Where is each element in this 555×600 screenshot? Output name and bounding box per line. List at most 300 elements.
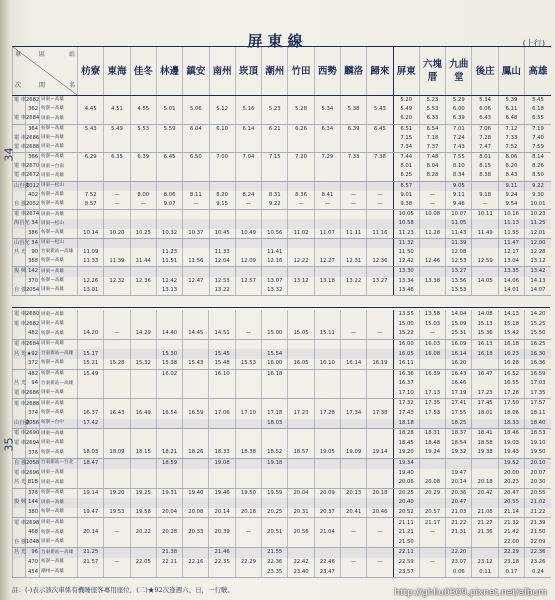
train-number: 94 [26,379,40,389]
train-type [13,369,26,379]
time-cell [340,286,366,296]
time-cell: 13.22 [209,286,235,296]
time-cell [156,162,182,171]
time-cell: 20.25 [262,508,288,518]
time-cell [288,210,314,220]
time-cell [314,248,340,257]
time-cell: 22.59 [393,558,419,568]
time-cell [183,349,209,359]
time-cell: 7.48 [419,153,445,163]
time-cell [262,379,288,389]
time-cell [130,548,156,558]
time-cell [183,172,209,182]
time-cell: 12.53 [209,277,235,286]
time-cell: 18.11 [525,409,551,419]
train-route: 屏東—松山 [40,238,78,248]
time-cell [288,219,314,228]
train-number: 468 [26,528,40,538]
time-cell: 7.52 [498,143,524,153]
train-row [13,538,551,548]
train-type [13,508,26,518]
page-number-top: 34 [2,147,16,162]
time-cell: 11.07 [314,229,340,239]
time-cell: 9.07 [156,200,182,210]
train-route: 枋寮—高雄 [40,124,78,134]
time-cell: — [104,558,130,568]
time-cell: 6.11 [498,105,524,114]
train-row [13,508,551,518]
time-cell [235,458,261,468]
time-cell [314,134,340,143]
train-route: 枋寮—高雄 [40,448,78,458]
time-cell: 20.07 [525,469,551,479]
train-type: 電 車 [13,143,26,153]
time-cell [209,134,235,143]
time-cell: 12.27 [314,257,340,267]
time-cell: 5.43 [78,124,104,134]
time-cell: 20.51 [262,528,288,538]
train-type: 電 車 [13,320,26,330]
time-cell: 4.45 [78,105,104,114]
time-cell [314,172,340,182]
time-cell: 6.48 [498,114,524,124]
time-cell [235,286,261,296]
time-cell: 20.47 [446,498,472,508]
time-cell: 22.11 [156,558,182,568]
time-cell [156,439,182,449]
time-cell: 22.11 [393,548,419,558]
time-cell: 6.39 [130,153,156,163]
station-header: 九曲堂 [446,47,472,96]
time-cell: 13.58 [419,310,445,320]
time-cell: 5.53 [419,105,445,114]
station-header: 佳冬 [130,47,156,96]
time-cell [235,134,261,143]
time-cell [340,349,366,359]
time-cell: 17.41 [446,399,472,409]
time-cell [419,498,445,508]
time-cell [209,310,235,320]
time-cell: 14.05 [472,277,498,286]
train-number: 144 [26,498,40,508]
time-cell: 23.07 [446,558,472,568]
time-cell [104,548,130,558]
time-cell [130,478,156,488]
time-cell: 12.26 [78,277,104,286]
time-cell [104,134,130,143]
time-cell: 11.39 [104,257,130,267]
station-header: 後庄 [472,47,498,96]
time-cell: 20.04 [288,488,314,498]
time-cell: 10.01 [525,200,551,210]
time-cell [367,339,393,349]
time-cell [340,219,366,228]
time-cell [104,518,130,528]
time-cell [183,267,209,277]
time-cell: 6.43 [472,114,498,124]
time-cell [78,181,104,191]
time-cell [78,469,104,479]
train-number: 2690 [26,429,40,439]
time-cell [235,162,261,171]
train-type: 電 車 [13,134,26,143]
time-cell: 5.12 [209,105,235,114]
time-cell: 17.13 [419,389,445,399]
time-cell: 15.11 [314,329,340,339]
time-cell: 22.05 [130,558,156,568]
time-cell: 17.34 [340,409,366,419]
time-cell [156,310,182,320]
time-cell [156,181,182,191]
train-number: 482 [26,329,40,339]
time-cell [104,339,130,349]
train-number: 2698 [26,518,40,528]
time-cell: 16.02 [156,369,182,379]
time-cell [130,458,156,468]
time-cell: 20.31 [288,508,314,518]
time-cell: 14.07 [525,286,551,296]
time-cell [104,567,130,577]
time-cell [235,399,261,409]
time-cell [288,518,314,528]
time-cell: 10.32 [156,229,182,239]
train-route: 枋寮—高雄 [40,329,78,339]
train-route: 屏東—高雄 [40,469,78,479]
train-route: 屏東—高雄 [40,429,78,439]
time-cell [367,419,393,429]
time-cell: 20.00 [498,469,524,479]
train-row [13,143,551,153]
time-cell [262,439,288,449]
time-cell: 6.39 [340,124,366,134]
corner-label: 車 [15,51,22,58]
time-cell: 23.35 [262,567,288,577]
time-cell [472,286,498,296]
train-type: 山自強 [13,181,26,191]
time-cell: 6.00 [446,105,472,114]
time-cell: 17.06 [209,409,235,419]
time-cell [235,181,261,191]
time-cell: 12.36 [367,257,393,267]
time-cell: 18.58 [472,439,498,449]
time-cell [104,181,130,191]
time-cell [183,162,209,171]
time-cell [262,518,288,528]
time-cell: 9.54 [498,200,524,210]
time-cell [314,379,340,389]
time-cell: 11.09 [78,248,104,257]
train-type: 電 車 [13,310,26,320]
time-cell: 18.38 [235,448,261,458]
time-cell [262,96,288,106]
time-cell [288,429,314,439]
train-row [13,448,551,458]
time-cell: 20.46 [367,508,393,518]
time-cell: 5.39 [498,96,524,106]
time-cell [235,114,261,124]
time-cell: 11.44 [130,257,156,267]
time-cell: 16.52 [498,369,524,379]
time-cell [340,267,366,277]
time-cell [367,248,393,257]
time-cell: 15.13 [472,320,498,330]
time-cell: 19.52 [498,458,524,468]
time-cell: 14.51 [209,329,235,339]
time-cell [262,181,288,191]
train-number: 2056 [26,419,40,429]
time-cell: 13.35 [498,267,524,277]
time-cell: 11.55 [498,229,524,239]
time-cell: — [419,200,445,210]
time-cell: 17.38 [367,409,393,419]
train-number: 376 [26,448,40,458]
time-cell: 17.57 [525,399,551,409]
time-cell [340,548,366,558]
time-cell [209,567,235,577]
train-row [13,257,551,267]
train-route: 屏東—高雄 [40,389,78,399]
time-cell: 11.33 [78,257,104,267]
time-cell [367,548,393,558]
train-route: 枋寮—高雄 [40,488,78,498]
time-cell: 20.52 [393,508,419,518]
time-cell [367,267,393,277]
time-cell: 18.37 [446,429,472,439]
time-cell [78,478,104,488]
time-cell [104,320,130,330]
train-route: 屏東—高雄 [40,267,78,277]
time-cell: 11.32 [393,238,419,248]
time-cell [235,419,261,429]
train-route: 潮州—高雄 [40,567,78,577]
train-row [13,518,551,528]
time-cell: 18.15 [130,448,156,458]
time-cell [340,498,366,508]
time-cell [262,210,288,220]
train-row [13,458,551,468]
time-cell [288,248,314,257]
time-cell [104,469,130,479]
time-cell: 20.25 [393,488,419,498]
time-cell: 17.45 [472,399,498,409]
corner-label: 區 [39,51,46,58]
train-type [13,124,26,134]
time-cell [472,219,498,228]
time-cell: 15.50 [525,329,551,339]
time-cell: 0.06 [446,567,472,577]
time-cell: 16.05 [393,349,419,359]
time-cell: 7.55 [446,153,472,163]
time-cell: 18.40 [525,419,551,429]
time-cell [367,478,393,488]
time-cell: — [367,200,393,210]
train-type [13,105,26,114]
time-cell [156,478,182,488]
time-cell [130,469,156,479]
train-route: 枋寮—高雄 [40,153,78,163]
time-cell: 18.33 [498,419,524,429]
station-header: 林邊 [156,47,182,96]
time-cell: 13.56 [446,277,472,286]
time-cell: 7.59 [525,143,551,153]
time-cell: — [235,329,261,339]
time-cell [314,469,340,479]
time-cell: 16.37 [393,379,419,389]
time-cell [209,96,235,106]
time-cell [314,538,340,548]
time-cell: 15.49 [78,369,104,379]
time-cell: 20.57 [419,508,445,518]
time-cell: 17.19 [446,389,472,399]
time-cell: 20.29 [419,488,445,498]
train-type [13,191,26,200]
time-cell [340,419,366,429]
time-cell [130,399,156,409]
time-cell: 17.32 [393,399,419,409]
train-type: 電 車 [13,172,26,182]
time-cell: 18.09 [104,448,130,458]
train-type: 莒 光 [13,349,26,359]
train-route: 屏東—高雄 [40,210,78,220]
time-cell: 19.46 [209,488,235,498]
time-cell: 16.23 [498,349,524,359]
time-cell: 21.22 [446,518,472,528]
time-cell [235,369,261,379]
time-cell [367,389,393,399]
time-cell [367,181,393,191]
time-cell: 7.24 [446,134,472,143]
time-cell: 15.43 [183,359,209,369]
time-cell: 9.05 [446,181,472,191]
time-cell: 17.10 [235,409,261,419]
train-type [13,229,26,239]
time-cell [419,359,445,369]
time-cell [235,339,261,349]
train-route: 枋寮—高雄 [40,369,78,379]
time-cell [419,469,445,479]
train-route: 屏東—高雄 [40,538,78,548]
time-cell: 13.13 [156,286,182,296]
time-cell [130,267,156,277]
time-cell [209,210,235,220]
time-cell: 22.09 [525,538,551,548]
header-corner [13,47,78,96]
time-cell [367,219,393,228]
time-cell [78,267,104,277]
time-cell: 15.45 [209,349,235,359]
time-cell [288,96,314,106]
train-type: 電 車 [13,114,26,124]
time-cell [367,320,393,330]
time-cell: — [235,528,261,538]
train-route: 枋寮—高雄 [40,558,78,568]
time-cell: 10.16 [498,210,524,220]
time-cell: 18.18 [393,419,419,429]
train-route: 屏東—高雄 [40,310,78,320]
time-cell: 21.32 [498,518,524,528]
time-cell [209,238,235,248]
time-cell [209,219,235,228]
train-route: 屏東—高雄 [40,518,78,528]
time-cell [472,458,498,468]
time-cell: 12.08 [446,248,472,257]
time-cell: 6.10 [209,124,235,134]
time-cell: 0.11 [472,567,498,577]
time-cell: 14.01 [498,286,524,296]
time-cell: 19.09 [340,448,366,458]
time-cell: 5.38 [340,105,366,114]
time-cell [367,458,393,468]
train-row [13,200,551,210]
train-number: 2680 [26,310,40,320]
time-cell: 10.49 [235,229,261,239]
time-cell: 8.11 [183,191,209,200]
time-cell: 18.57 [288,448,314,458]
time-cell [183,320,209,330]
train-route: 屏東—高雄 [40,114,78,124]
time-cell: 19.59 [262,488,288,498]
time-cell [235,439,261,449]
time-cell: 7.28 [472,134,498,143]
time-cell [130,320,156,330]
train-type: 電 車 [13,429,26,439]
time-cell: 11.23 [393,229,419,239]
train-row [13,248,551,257]
time-cell [367,310,393,320]
train-route: 屏東—高雄 [40,96,78,106]
time-cell: 17.35 [419,399,445,409]
time-cell [104,478,130,488]
time-cell [340,458,366,468]
time-cell [104,379,130,389]
time-cell [209,498,235,508]
time-cell: 5.29 [446,96,472,106]
time-cell: 5.43 [367,105,393,114]
time-cell [288,548,314,558]
train-type: 電 車 [13,210,26,220]
time-cell: 7.04 [235,153,261,163]
train-row [13,267,551,277]
time-cell [183,210,209,220]
train-number: 2058 [26,458,40,468]
time-cell [314,339,340,349]
train-type [13,329,26,339]
time-cell: 20.18 [472,478,498,488]
time-cell: 13.30 [393,267,419,277]
train-type: 自 強 [13,538,26,548]
time-cell: 22.36 [262,558,288,568]
time-cell [288,399,314,409]
train-row [13,320,551,330]
time-cell [130,310,156,320]
train-route: 屏東—高雄 [40,320,78,330]
time-cell: 12.57 [235,277,261,286]
station-header: 西勢 [314,47,340,96]
time-cell: 13.18 [314,277,340,286]
time-cell: 11.39 [446,238,472,248]
time-cell: 16.18 [472,349,498,359]
time-cell: 21.25 [78,548,104,558]
time-cell: 15.22 [393,329,419,339]
train-number: 388 [26,257,40,267]
time-cell [209,389,235,399]
time-cell [156,538,182,548]
time-cell [419,267,445,277]
time-cell: 10.05 [393,210,419,220]
time-cell [130,389,156,399]
time-cell: 18.06 [498,409,524,419]
time-cell: 15.25 [525,320,551,330]
